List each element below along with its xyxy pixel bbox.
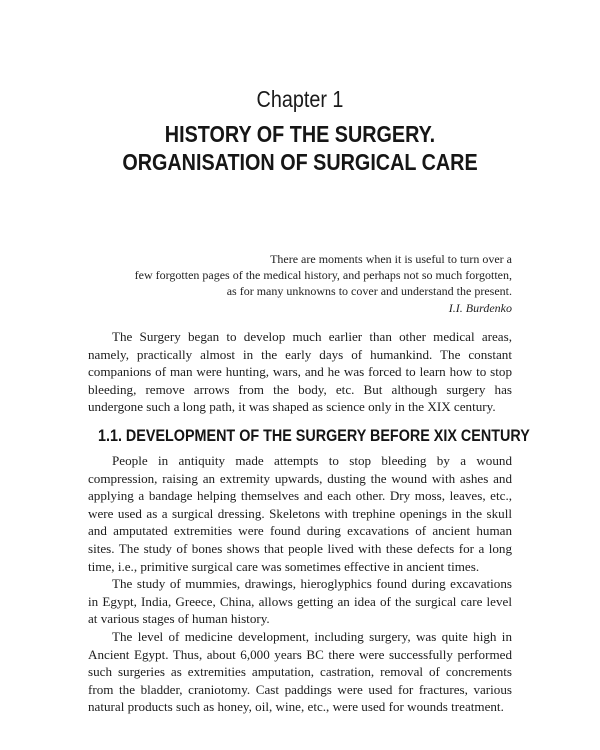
section-paragraph-2: The study of mummies, drawings, hieroglyphics found during excavations in Egypt, India, Greece, China, allows getting an idea of the surgical care level at various stages of human history. [88, 576, 512, 627]
chapter-label: Chapter 1 [256, 86, 344, 112]
intro-paragraph: The Surgery began to develop much earlier than other medical areas, namely, practically almost in the early days of humankind. The constant companions of man were hunting, wars, and he was forced to learn how to stop bleeding, remove arrows from the body, etc. But although surgery has undergone such a long path, it was shaped as science only in the XIX century. [88, 329, 512, 415]
intro-text [88, 328, 512, 416]
section-paragraph-1: People in antiquity made attempts to stop bleeding by a wound compression, raising an extremity upwards, dusting the wound with ashes and applying a bandage helping themselves and each other. Dry moss, leaves, etc., were used as a surgical dressing. Skeletons with trephine openings in the skull and amputated extremities were found during excavations of ancient human sites. The study of bones shows that people lived with these defects for a long time, i.e., primitive surgical care was sometimes effective in ancient times. [88, 453, 512, 574]
epigraph [72, 251, 512, 316]
chapter-title-line-2: ORGANISATION OF SURGICAL CARE [122, 149, 478, 175]
epigraph-line-3: as for many unknowns to cover and understand the present. [226, 284, 512, 299]
section-heading: 1.1. DEVELOPMENT OF THE SURGERY BEFORE XIX CENTURY [98, 427, 530, 445]
chapter-title-line-1: HISTORY OF THE SURGERY. [164, 121, 436, 147]
chapter-title [0, 120, 600, 176]
epigraph-line-2: few forgotten pages of the medical history, and perhaps not so much forgotten, [134, 268, 512, 283]
section-paragraph-3: The level of medicine development, including surgery, was quite high in Ancient Egypt. Thus, about 6,000 years BC there were successfully performed such surgeries as extremities amputation, castration, removal of concrements from the bladder, craniotomy. Cast paddings were used for fractures, various natural products such as honey, oil, wine, etc., were used for wounds treatment. [88, 628, 512, 715]
epigraph-author: I.I. Burdenko [448, 300, 512, 315]
epigraph-line-1: There are moments when it is useful to turn over a [270, 252, 512, 266]
section-body [88, 452, 512, 716]
